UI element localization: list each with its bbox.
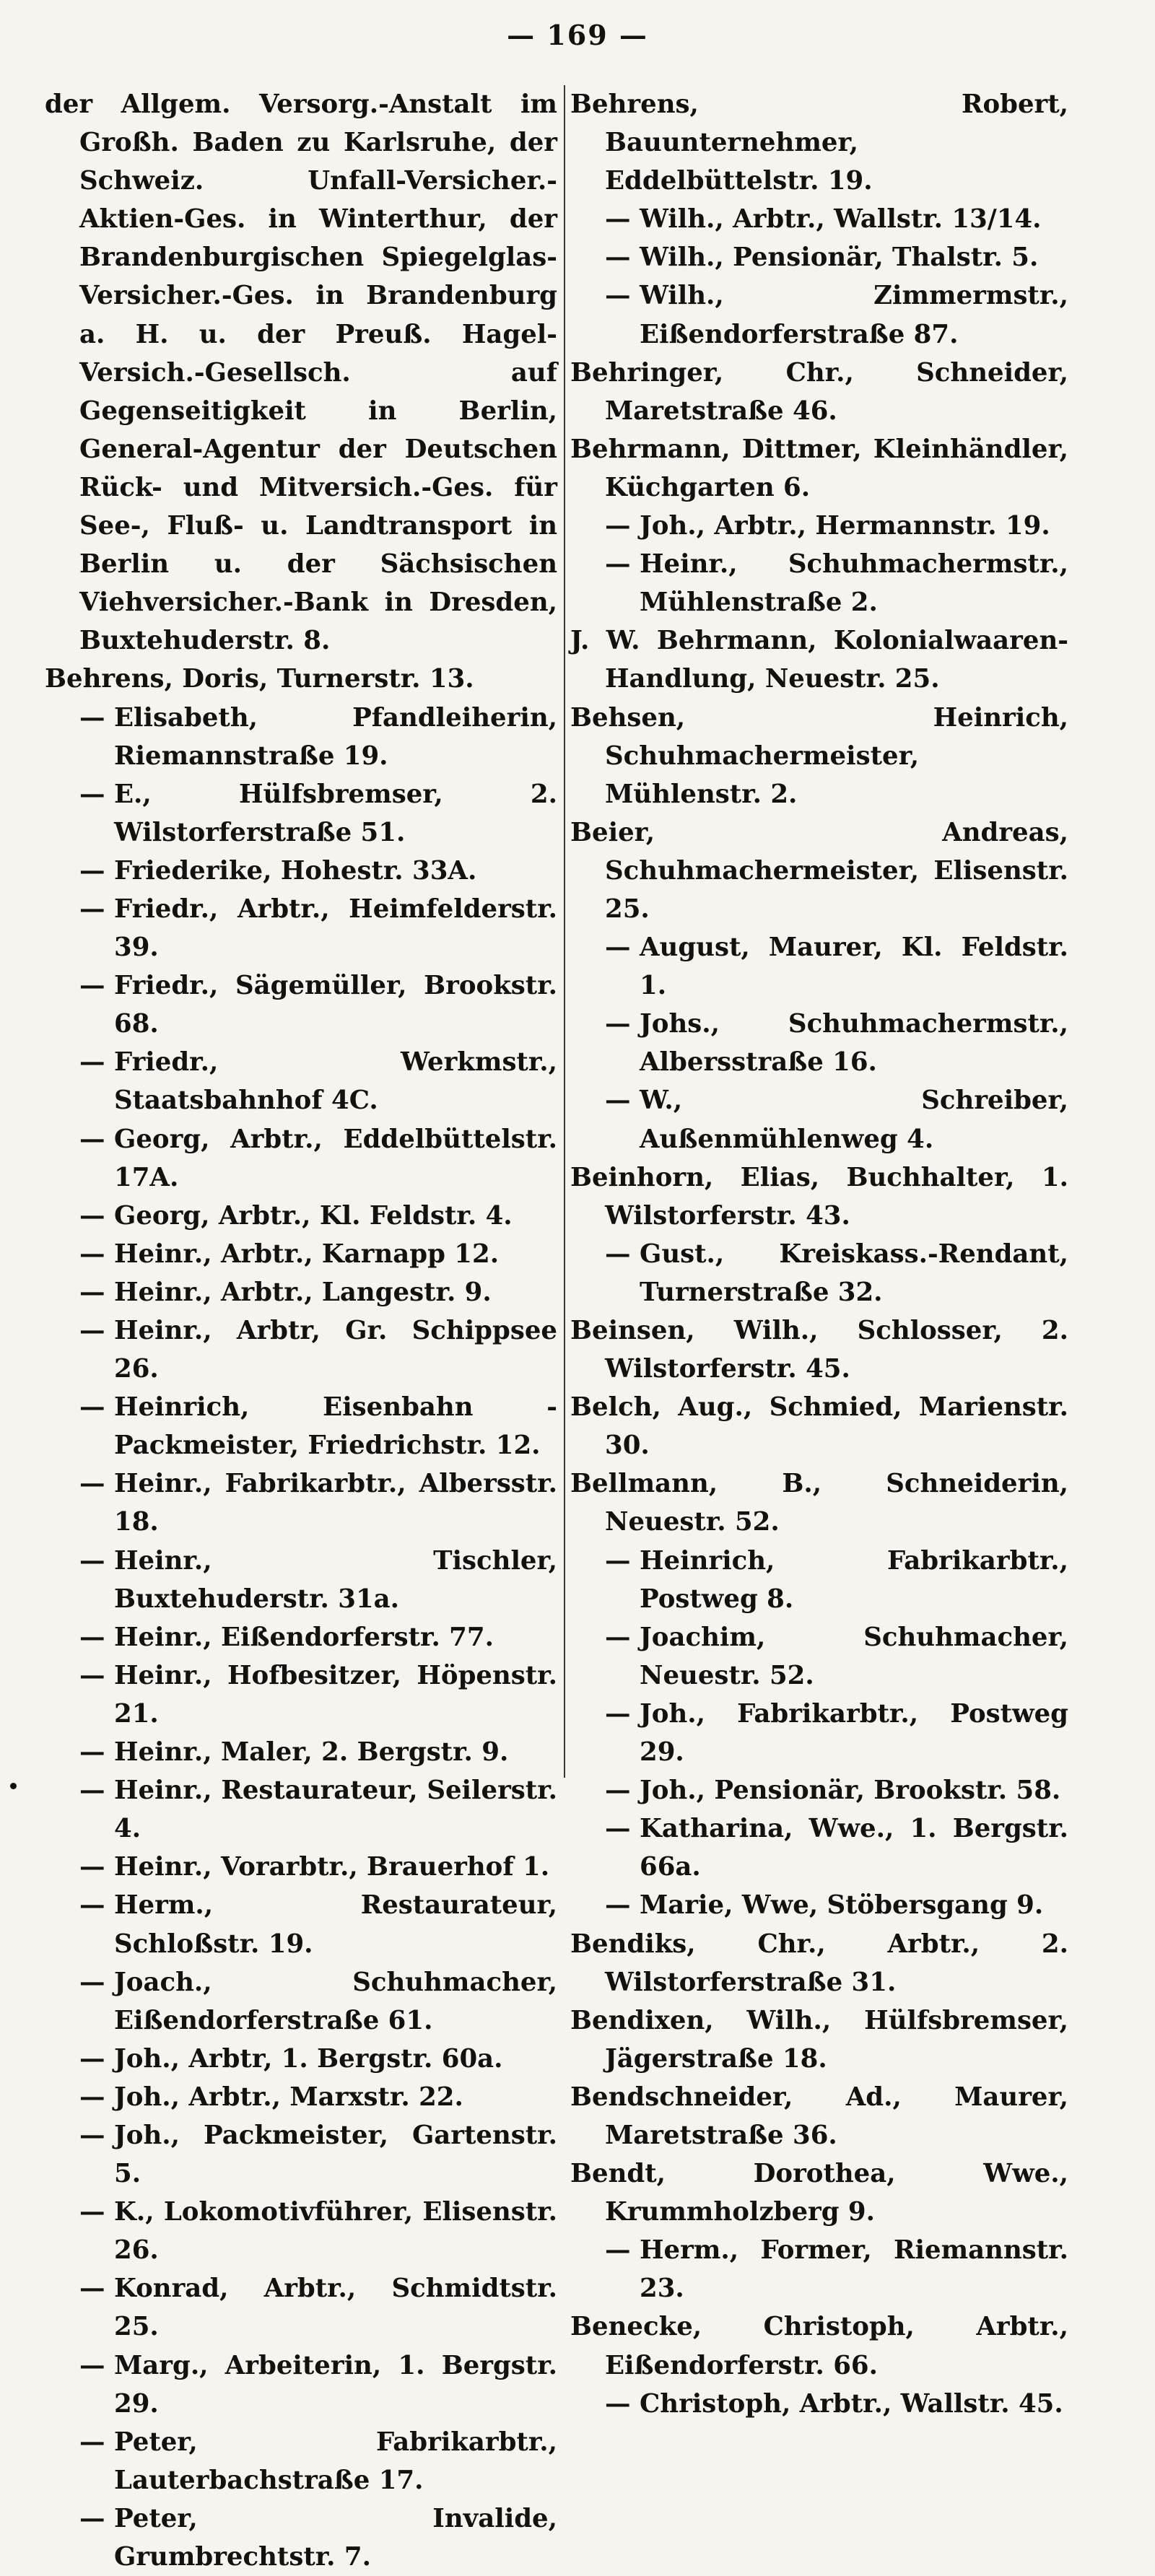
entry-text: Katharina, Wwe., 1. Bergstr. 66a. <box>640 1814 1068 1882</box>
ditto-dash: — <box>605 243 631 273</box>
entry-text: Behrmann, Dittmer, Kleinhändler, Küchgarten 6. <box>570 434 1068 502</box>
ditto-dash: — <box>79 1200 105 1231</box>
ditto-dash: — <box>79 2197 105 2227</box>
ditto-dash: — <box>79 779 105 809</box>
entry-text: Herm., Restaurateur, Schloßstr. 19. <box>114 1890 557 1959</box>
entry-text: Heinr., Tischler, Buxtehuderstr. 31a. <box>114 1545 557 1614</box>
directory-entry <box>45 1464 557 1541</box>
ditto-dash: — <box>79 1622 105 1652</box>
margin-dot <box>10 1783 17 1789</box>
entry-text: Bellmann, B., Schneiderin, Neuestr. 52. <box>570 1469 1068 1537</box>
ditto-dash: — <box>605 1009 631 1039</box>
directory-entry <box>570 1081 1068 1158</box>
entry-text: Joh., Arbtr, 1. Bergstr. 60a. <box>114 2043 503 2074</box>
entry-text: Wilh., Arbtr., Wallstr. 13/14. <box>640 204 1042 235</box>
directory-entry <box>570 545 1068 621</box>
entry-text: Gust., Kreiskass.-Rendant, Turnerstraße 32. <box>640 1239 1068 1307</box>
directory-entry <box>45 1542 557 1618</box>
entry-text: Joh., Pensionär, Brookstr. 58. <box>640 1776 1061 1806</box>
ditto-dash: — <box>605 511 631 541</box>
ditto-dash: — <box>79 894 105 924</box>
directory-entry <box>570 1005 1068 1081</box>
entry-text: Bendiks, Chr., Arbtr., 2. Wilstorferstraße 31. <box>570 1929 1068 1997</box>
ditto-dash: — <box>605 1239 631 1269</box>
entry-text: der Allgem. Versorg.-Anstalt im Großh. Baden zu Karlsruhe, der Schweiz. Unfall-Versicher.-Aktien-Ges. in Winterthur, der Brandenburgischen Spiegelglas-Versicher.-Ges. in Brandenburg a. H. u. der Preuß. Hagel-Versich.-Gesellsch. auf Gegenseitigkeit in Berlin, General-Agentur der Deutschen Rück- und Mitversich.-Ges. für See-, Fluß- u. Landtransport in Berlin u. der Sächsischen Viehversicher.-Bank in Dresden, Buxtehuderstr. 8. <box>45 89 557 656</box>
directory-entry <box>570 1158 1068 1235</box>
ditto-dash: — <box>79 2427 105 2457</box>
left-column <box>45 85 557 2576</box>
directory-entry <box>45 1120 557 1197</box>
directory-entry <box>570 1886 1068 1924</box>
ditto-dash: — <box>79 2043 105 2074</box>
entry-text: Bendixen, Wilh., Hülfsbremser, Jägerstraße 18. <box>570 2005 1068 2074</box>
ditto-dash: — <box>79 1277 105 1307</box>
directory-entry <box>570 1311 1068 1388</box>
ditto-dash: — <box>605 1890 631 1921</box>
entry-text: Wilh., Pensionär, Thalstr. 5. <box>640 243 1039 273</box>
directory-entry <box>570 699 1068 813</box>
entry-text: Friedr., Werkmstr., Staatsbahnhof 4C. <box>114 1047 557 1116</box>
entry-text: Georg, Arbtr., Eddelbüttelstr. 17A. <box>114 1124 557 1192</box>
directory-entry <box>570 1388 1068 1464</box>
entry-text: Christoph, Arbtr., Wallstr. 45. <box>640 2388 1063 2419</box>
entry-text: Behrens, Doris, Turnerstr. 13. <box>45 664 474 694</box>
entry-text: Wilh., Zimmermstr., Eißendorferstraße 87. <box>640 281 1068 349</box>
directory-entry <box>45 1235 557 1273</box>
directory-entry <box>45 1886 557 1962</box>
ditto-dash: — <box>79 2082 105 2112</box>
ditto-dash: — <box>79 2503 105 2533</box>
entry-text: Heinrich, Fabrikarbtr., Postweg 8. <box>640 1545 1068 1614</box>
directory-entry <box>45 1963 557 2040</box>
entry-text: Beinsen, Wilh., Schlosser, 2. Wilstorferstr. 45. <box>570 1316 1068 1384</box>
directory-entry <box>45 2078 557 2116</box>
directory-entry <box>570 1235 1068 1311</box>
directory-entry <box>570 1618 1068 1695</box>
ditto-dash: — <box>605 1776 631 1806</box>
entry-text: Peter, Fabrikarbtr., Lauterbachstraße 17. <box>114 2427 557 2495</box>
ditto-dash: — <box>79 1545 105 1576</box>
ditto-dash: — <box>79 1469 105 1499</box>
entry-text: Heinr., Arbtr., Karnapp 12. <box>114 1239 500 1269</box>
directory-entry <box>45 1848 557 1886</box>
entry-text: Friedr., Sägemüller, Brookstr. 68. <box>114 971 557 1039</box>
directory-entry <box>570 2154 1068 2231</box>
ditto-dash: — <box>79 971 105 1001</box>
entry-text: Bendschneider, Ad., Maurer, Maretstraße 36. <box>570 2082 1068 2150</box>
page-number: — 169 — <box>507 19 648 51</box>
entry-text: Joh., Packmeister, Gartenstr. 5. <box>114 2120 557 2189</box>
entry-text: Heinr., Fabrikarbtr., Albersstr. 18. <box>114 1469 557 1537</box>
directory-entry <box>45 852 557 890</box>
entry-text: Behrens, Robert, Bauunternehmer, Eddelbüttelstr. 19. <box>570 89 1068 196</box>
entry-text: Bendt, Dorothea, Wwe., Krummholzberg 9. <box>570 2159 1068 2227</box>
ditto-dash: — <box>79 1890 105 1921</box>
entry-text: Heinrich, Eisenbahn - Packmeister, Friedrichstr. 12. <box>114 1392 557 1461</box>
entry-text: Heinr., Hofbesitzer, Höpenstr. 21. <box>114 1660 557 1729</box>
entry-text: Behringer, Chr., Schneider, Maretstraße 46. <box>570 357 1068 426</box>
entry-text: Marg., Arbeiterin, 1. Bergstr. 29. <box>114 2350 557 2419</box>
directory-entry <box>45 2193 557 2269</box>
directory-entry <box>570 2308 1068 2384</box>
directory-entry <box>45 1733 557 1771</box>
directory-entry <box>570 2001 1068 2078</box>
directory-entry <box>570 1771 1068 1809</box>
entry-text: Beinhorn, Elias, Buchhalter, 1. Wilstorferstr. 43. <box>570 1162 1068 1231</box>
ditto-dash: — <box>79 1737 105 1768</box>
ditto-dash: — <box>79 1852 105 1882</box>
ditto-dash: — <box>605 1545 631 1576</box>
directory-entry <box>570 430 1068 507</box>
entry-text: Joh., Fabrikarbtr., Postweg 29. <box>640 1698 1068 1768</box>
directory-entry <box>570 1809 1068 1886</box>
directory-entry <box>570 1925 1068 2001</box>
ditto-dash: — <box>79 2274 105 2304</box>
entry-text: Elisabeth, Pfandleiherin, Riemannstraße 19. <box>114 702 557 771</box>
directory-entry <box>45 1197 557 1235</box>
entry-text: E., Hülfsbremser, 2. Wilstorferstraße 51. <box>114 779 557 847</box>
entry-text: Joh., Arbtr., Hermannstr. 19. <box>640 511 1050 541</box>
entry-text: Joachim, Schuhmacher, Neuestr. 52. <box>640 1622 1068 1690</box>
ditto-dash: — <box>605 1814 631 1844</box>
directory-entry <box>45 1311 557 1388</box>
ditto-dash: — <box>605 204 631 235</box>
entry-text: K., Lokomotivführer, Elisenstr. 26. <box>114 2197 557 2266</box>
directory-entry <box>45 699 557 775</box>
entry-text: W., Schreiber, Außenmühlenweg 4. <box>640 1086 1068 1154</box>
directory-entry <box>570 621 1068 698</box>
directory-entry <box>45 2499 557 2576</box>
entry-text: Joach., Schuhmacher, Eißendorferstraße 61. <box>114 1967 557 2035</box>
directory-entry <box>45 2116 557 2193</box>
ditto-dash: — <box>79 1660 105 1690</box>
directory-entry <box>570 2231 1068 2308</box>
entry-text: Marie, Wwe, Stöbersgang 9. <box>640 1890 1044 1921</box>
directory-entry <box>45 890 557 966</box>
ditto-dash: — <box>79 1047 105 1078</box>
ditto-dash: — <box>605 1622 631 1652</box>
directory-entry <box>45 660 557 698</box>
entry-text: Friedr., Arbtr., Heimfelderstr. 39. <box>114 894 557 963</box>
directory-entry <box>45 1771 557 1848</box>
ditto-dash: — <box>605 933 631 963</box>
directory-entry <box>570 1695 1068 1771</box>
entry-text: Konrad, Arbtr., Schmidtstr. 25. <box>114 2274 557 2342</box>
ditto-dash: — <box>605 549 631 580</box>
entry-text: Heinr., Vorarbtr., Brauerhof 1. <box>114 1852 550 1882</box>
entry-text: Heinr., Maler, 2. Bergstr. 9. <box>114 1737 509 1768</box>
ditto-dash: — <box>605 281 631 311</box>
entry-text: Belch, Aug., Schmied, Marienstr. 30. <box>570 1392 1068 1461</box>
directory-entry <box>45 2346 557 2423</box>
right-column <box>570 85 1068 2423</box>
ditto-dash: — <box>605 2235 631 2266</box>
directory-entry <box>45 2269 557 2346</box>
ditto-dash: — <box>605 1698 631 1729</box>
entry-text: Georg, Arbtr., Kl. Feldstr. 4. <box>114 1200 513 1231</box>
directory-entry <box>570 85 1068 200</box>
directory-entry <box>45 2040 557 2078</box>
ditto-dash: — <box>79 1967 105 1997</box>
entry-text: August, Maurer, Kl. Feldstr. 1. <box>640 933 1068 1001</box>
entry-text: Johs., Schuhmachermstr., Albersstraße 16. <box>640 1009 1068 1078</box>
directory-entry <box>45 966 557 1043</box>
directory-entry <box>570 200 1068 238</box>
entry-text: Benecke, Christoph, Arbtr., Eißendorferstr. 66. <box>570 2312 1068 2380</box>
directory-entry <box>45 1273 557 1311</box>
directory-entry <box>45 1656 557 1733</box>
entry-text: J. W. Behrmann, Kolonialwaaren-Handlung, Neuestr. 25. <box>570 626 1068 694</box>
ditto-dash: — <box>79 2120 105 2150</box>
directory-entry <box>45 2423 557 2499</box>
entry-text: Friederike, Hohestr. 33A. <box>114 855 477 886</box>
ditto-dash: — <box>79 1392 105 1423</box>
entry-text: Joh., Arbtr., Marxstr. 22. <box>114 2082 463 2112</box>
directory-entry <box>45 775 557 852</box>
directory-entry <box>570 276 1068 353</box>
ditto-dash: — <box>605 1086 631 1116</box>
entry-text: Heinr., Arbtr., Langestr. 9. <box>114 1277 492 1307</box>
ditto-dash: — <box>79 1316 105 1345</box>
directory-entry <box>570 238 1068 276</box>
directory-entry <box>570 354 1068 430</box>
directory-entry <box>570 1464 1068 1541</box>
entry-text: Peter, Invalide, Grumbrechtstr. 7. <box>114 2503 557 2572</box>
entry-text: Beier, Andreas, Schuhmachermeister, Elisenstr. 25. <box>570 817 1068 924</box>
directory-entry <box>570 1542 1068 1618</box>
directory-entry <box>570 813 1068 928</box>
ditto-dash: — <box>79 855 105 886</box>
entry-text: Behsen, Heinrich, Schuhmachermeister, Mühlenstr. 2. <box>570 702 1068 809</box>
ditto-dash: — <box>79 1776 105 1806</box>
ditto-dash: — <box>79 1239 105 1269</box>
ditto-dash: — <box>79 702 105 733</box>
directory-entry <box>45 85 557 660</box>
entry-text: Herm., Former, Riemannstr. 23. <box>640 2235 1068 2304</box>
directory-entry <box>570 928 1068 1005</box>
column-divider <box>564 85 565 1778</box>
ditto-dash: — <box>79 2350 105 2380</box>
directory-entry <box>570 507 1068 545</box>
directory-entry <box>45 1043 557 1119</box>
directory-entry <box>570 2078 1068 2154</box>
ditto-dash: — <box>605 2388 631 2419</box>
directory-entry <box>45 1618 557 1656</box>
directory-entry <box>570 2385 1068 2423</box>
directory-entry <box>45 1388 557 1464</box>
ditto-dash: — <box>79 1124 105 1154</box>
entry-text: Heinr., Eißendorferstr. 77. <box>114 1622 494 1652</box>
entry-text: Heinr., Restaurateur, Seilerstr. 4. <box>114 1776 557 1844</box>
entry-text: Heinr., Arbtr, Gr. Schippsee 26. <box>114 1316 557 1384</box>
entry-text: Heinr., Schuhmachermstr., Mühlenstraße 2. <box>640 549 1068 618</box>
